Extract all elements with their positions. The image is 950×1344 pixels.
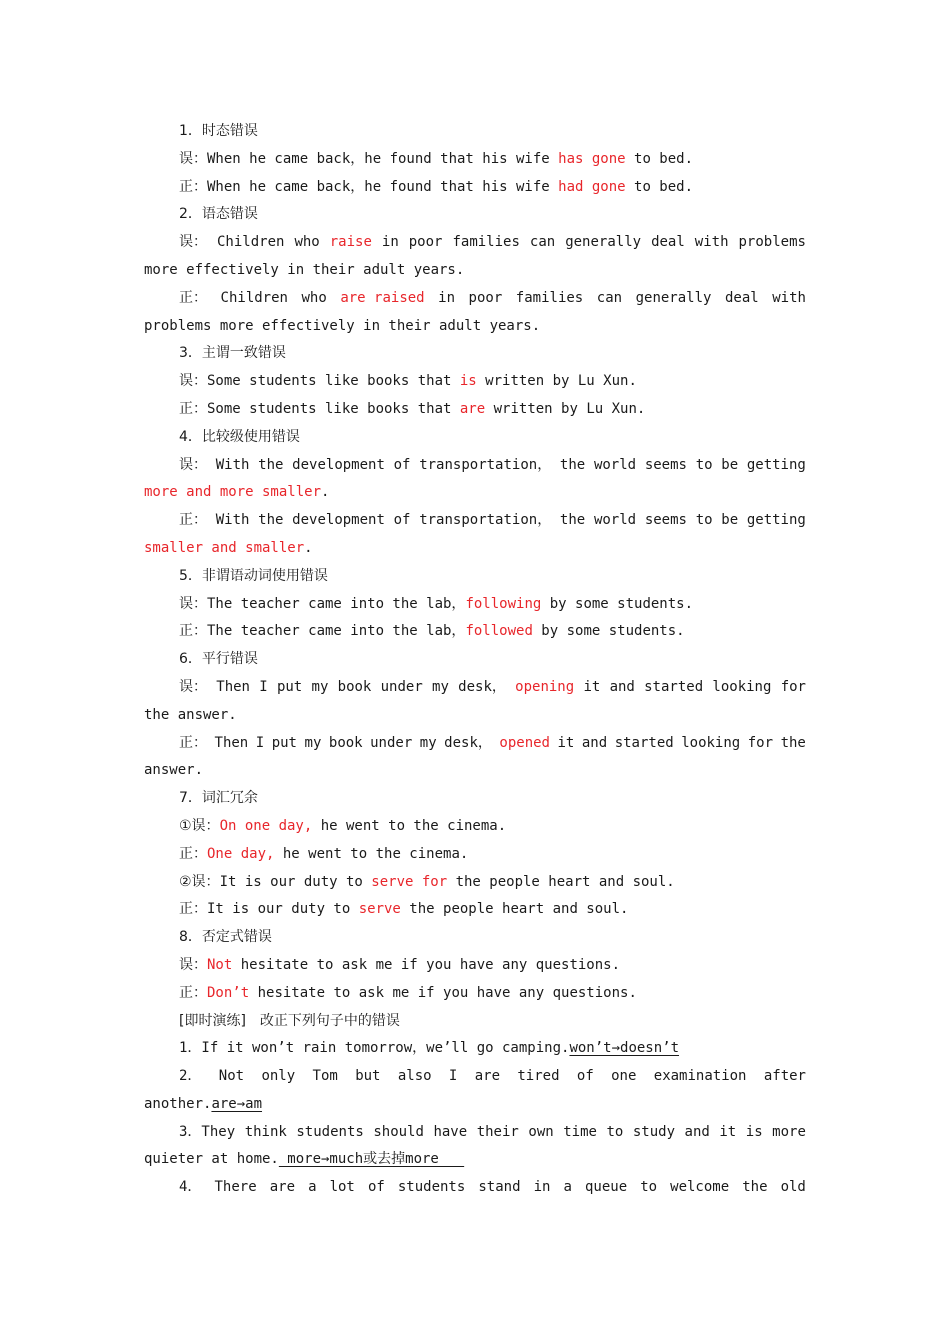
word: Children bbox=[220, 289, 288, 306]
word: think bbox=[244, 1123, 287, 1140]
justified-line bbox=[144, 674, 806, 702]
word: world bbox=[593, 512, 637, 529]
word: generally bbox=[635, 289, 712, 306]
word: of bbox=[393, 512, 411, 529]
word: under bbox=[380, 678, 423, 695]
label: ②误： bbox=[179, 873, 220, 890]
word: poor bbox=[408, 234, 443, 251]
word: students bbox=[296, 1123, 364, 1140]
highlighted-text: smaller and smaller bbox=[144, 539, 305, 556]
text: hesitate to ask me if you have any questions. bbox=[249, 984, 637, 1001]
word: the bbox=[559, 456, 586, 473]
word: to bbox=[640, 1179, 658, 1196]
wrong-sentence-cont: more effectively in their adult years. bbox=[144, 261, 465, 278]
highlighted-text: Not bbox=[207, 956, 233, 973]
word: Children bbox=[217, 234, 285, 251]
word: study bbox=[632, 1123, 676, 1140]
highlighted-text: are raised bbox=[340, 289, 425, 306]
highlighted-text: following bbox=[465, 595, 542, 612]
word: are bbox=[269, 1179, 296, 1196]
practice-item bbox=[144, 1035, 806, 1063]
section-heading: 4．比较级使用错误 bbox=[179, 428, 300, 445]
highlighted-text: raise bbox=[329, 234, 372, 251]
word: to bbox=[695, 456, 713, 473]
word: looking bbox=[712, 678, 772, 695]
word: old bbox=[780, 1179, 806, 1196]
word: getting bbox=[746, 512, 806, 529]
highlighted-text: had gone bbox=[558, 178, 626, 195]
word: lot bbox=[329, 1179, 355, 1196]
word: of bbox=[367, 1179, 385, 1196]
word: stand bbox=[478, 1179, 521, 1196]
word: and bbox=[684, 1123, 710, 1140]
label: 正： bbox=[179, 400, 207, 417]
word: a bbox=[308, 1179, 317, 1196]
word: deal bbox=[651, 234, 685, 251]
correct-sentence bbox=[144, 980, 806, 1008]
word: more bbox=[772, 1123, 806, 1140]
word: getting bbox=[746, 456, 806, 473]
wrong-sentence bbox=[144, 368, 806, 396]
word: seems bbox=[644, 456, 687, 473]
word: of bbox=[393, 456, 411, 473]
correct-sentence bbox=[144, 841, 806, 869]
word: welcome bbox=[670, 1179, 730, 1196]
highlighted-text: more and more smaller bbox=[144, 484, 322, 501]
word: families bbox=[452, 234, 520, 251]
wrong-sentence bbox=[144, 591, 806, 619]
section-heading: 5．非谓语动词使用错误 bbox=[179, 567, 328, 584]
word: is bbox=[745, 1123, 763, 1140]
word: are bbox=[474, 1068, 501, 1085]
section-heading: 8．否定式错误 bbox=[179, 929, 272, 946]
word: of bbox=[576, 1068, 594, 1085]
word: to bbox=[606, 1123, 624, 1140]
word: book bbox=[337, 678, 372, 695]
word: should bbox=[373, 1123, 424, 1140]
word: 3．They bbox=[179, 1123, 236, 1140]
label: 正： bbox=[179, 623, 207, 640]
label: 正： bbox=[179, 734, 207, 751]
justified-line bbox=[144, 1119, 806, 1147]
label: 误： bbox=[179, 595, 207, 612]
highlighted-text: has gone bbox=[558, 150, 626, 167]
word: for bbox=[780, 678, 806, 695]
word: under bbox=[370, 734, 413, 751]
label: 正： bbox=[179, 512, 207, 529]
text: It is our duty to bbox=[219, 873, 372, 890]
word: desk， bbox=[444, 734, 492, 751]
word: the bbox=[559, 512, 586, 529]
word: be bbox=[721, 512, 739, 529]
word: can bbox=[529, 234, 556, 251]
word: I bbox=[259, 678, 268, 695]
wrong-sentence bbox=[144, 952, 806, 980]
highlighted-text: opened bbox=[499, 734, 550, 751]
word: who bbox=[301, 289, 327, 306]
word: development bbox=[292, 512, 385, 529]
word: 2． bbox=[179, 1068, 202, 1085]
word: my bbox=[419, 734, 437, 751]
correct-sentence-cont bbox=[144, 535, 806, 563]
wrong-sentence-cont: the answer. bbox=[144, 706, 237, 723]
text: When he came back，he found that his wife bbox=[207, 178, 559, 195]
word: one bbox=[611, 1068, 637, 1085]
wrong-sentence-cont bbox=[144, 479, 806, 507]
text: the people heart and soul. bbox=[400, 901, 629, 918]
label: 误： bbox=[179, 456, 207, 473]
correct-sentence bbox=[144, 396, 806, 424]
label: 正： bbox=[179, 984, 207, 1001]
word: it bbox=[557, 734, 575, 751]
highlighted-text: followed bbox=[465, 623, 533, 640]
wrong-sentence bbox=[144, 146, 806, 174]
text: . bbox=[304, 539, 313, 556]
practice-item-cont bbox=[144, 1146, 806, 1174]
correct-sentence bbox=[144, 174, 806, 202]
text: written by Lu Xun. bbox=[476, 373, 637, 390]
word: transportation， bbox=[419, 456, 552, 473]
text: hesitate to ask me if you have any questions. bbox=[232, 956, 621, 973]
answer: are→am bbox=[211, 1095, 263, 1112]
word: my bbox=[432, 678, 449, 695]
word: families bbox=[515, 289, 584, 306]
word: started bbox=[644, 678, 704, 695]
justified-line bbox=[144, 285, 806, 313]
word: the bbox=[258, 456, 284, 473]
highlighted-text: are bbox=[459, 400, 486, 417]
word: 4． bbox=[179, 1179, 202, 1196]
label: 误： bbox=[179, 150, 207, 167]
highlighted-text: is bbox=[459, 373, 477, 390]
word: seems bbox=[644, 512, 687, 529]
text: . bbox=[321, 484, 330, 501]
highlighted-text: Don’t bbox=[207, 984, 250, 1001]
word: only bbox=[261, 1068, 296, 1085]
word: can bbox=[596, 289, 623, 306]
correct-sentence-cont: answer. bbox=[144, 762, 204, 779]
label: 正： bbox=[179, 901, 207, 918]
word: the bbox=[780, 734, 806, 751]
word: but bbox=[355, 1068, 381, 1085]
word: Then bbox=[216, 678, 250, 695]
word: with bbox=[694, 234, 729, 251]
text: Some students like books that bbox=[207, 373, 460, 390]
label: 正： bbox=[179, 289, 207, 306]
correct-sentence bbox=[144, 618, 806, 646]
justified-line bbox=[144, 507, 806, 535]
word: examination bbox=[653, 1068, 747, 1085]
word: put bbox=[276, 678, 303, 695]
word: Tom bbox=[312, 1068, 338, 1085]
word: desk， bbox=[458, 678, 506, 695]
justified-line bbox=[144, 1174, 806, 1202]
section-heading: 2．语态错误 bbox=[179, 206, 258, 223]
word: it bbox=[583, 678, 601, 695]
label: 误： bbox=[179, 234, 207, 251]
word: in bbox=[438, 289, 456, 306]
word: problems bbox=[738, 234, 806, 251]
word: have bbox=[433, 1123, 468, 1140]
word: I bbox=[448, 1068, 458, 1085]
label: 正： bbox=[179, 178, 207, 195]
word: book bbox=[328, 734, 363, 751]
word: after bbox=[763, 1068, 806, 1085]
justified-line bbox=[144, 229, 806, 257]
word: a bbox=[563, 1179, 572, 1196]
word: my bbox=[311, 678, 329, 695]
word: queue bbox=[585, 1179, 628, 1196]
word: own bbox=[528, 1123, 554, 1140]
word: poor bbox=[468, 289, 503, 306]
label: 误： bbox=[179, 956, 207, 973]
label: 正： bbox=[179, 845, 207, 862]
section-heading: 7．词汇冗余 bbox=[179, 790, 258, 807]
word: world bbox=[593, 456, 637, 473]
word: deal bbox=[724, 289, 759, 306]
word: be bbox=[721, 456, 739, 473]
word: their bbox=[476, 1123, 519, 1140]
question-text: another. bbox=[144, 1095, 212, 1112]
word: generally bbox=[565, 234, 642, 251]
correct-sentence-cont: problems more effectively in their adult years. bbox=[144, 317, 541, 334]
practice-title: [即时演练] 改正下列句子中的错误 bbox=[179, 1012, 400, 1029]
wrong-sentence bbox=[144, 869, 806, 897]
text: The teacher came into the lab， bbox=[207, 623, 466, 640]
label: ①误： bbox=[179, 817, 220, 834]
justified-line bbox=[144, 1063, 806, 1091]
highlighted-text: One day, bbox=[207, 845, 275, 862]
question-text: 1．If it won’t rain tomorrow，we’ll go camping. bbox=[179, 1040, 570, 1057]
word: for bbox=[747, 734, 774, 751]
word: With bbox=[215, 456, 250, 473]
text: he went to the cinema. bbox=[312, 817, 507, 834]
text: by some students. bbox=[541, 595, 694, 612]
word: the bbox=[742, 1179, 768, 1196]
word: started bbox=[614, 734, 674, 751]
text: the people heart and soul. bbox=[447, 873, 675, 890]
word: and bbox=[609, 678, 635, 695]
highlighted-text: opening bbox=[515, 678, 575, 695]
correct-sentence bbox=[144, 896, 806, 924]
word: Then bbox=[214, 734, 249, 751]
word: There bbox=[214, 1179, 257, 1196]
label: 误： bbox=[179, 678, 207, 695]
word: also bbox=[397, 1068, 432, 1085]
text: Some students like books that bbox=[207, 400, 460, 417]
text: The teacher came into the lab， bbox=[207, 595, 466, 612]
section-heading: 1．时态错误 bbox=[179, 123, 258, 139]
text: by some students. bbox=[532, 623, 685, 640]
word: put bbox=[271, 734, 297, 751]
word: it bbox=[719, 1123, 737, 1140]
word: in bbox=[533, 1179, 551, 1196]
wrong-sentence bbox=[144, 813, 806, 841]
word: to bbox=[695, 512, 713, 529]
word: looking bbox=[681, 734, 741, 751]
word: tired bbox=[517, 1068, 560, 1085]
text: to bed. bbox=[625, 178, 694, 195]
practice-item-cont bbox=[144, 1091, 806, 1119]
highlighted-text: serve bbox=[358, 901, 401, 918]
label: 误： bbox=[179, 373, 207, 390]
justified-line bbox=[144, 730, 806, 758]
word: With bbox=[215, 512, 250, 529]
highlighted-text: On one day, bbox=[219, 817, 313, 834]
word: I bbox=[255, 734, 265, 751]
text: he went to the cinema. bbox=[274, 845, 469, 862]
word: my bbox=[304, 734, 322, 751]
text: When he came back，he found that his wife bbox=[207, 150, 559, 167]
section-heading: 6．平行错误 bbox=[179, 651, 258, 668]
answer: won’t→doesn’t bbox=[569, 1040, 680, 1057]
word: students bbox=[397, 1179, 466, 1196]
question-text: quieter at home. bbox=[144, 1151, 279, 1168]
word: who bbox=[294, 234, 320, 251]
word: time bbox=[563, 1123, 597, 1140]
word: the bbox=[258, 512, 284, 529]
text: It is our duty to bbox=[207, 901, 359, 918]
text: written by Lu Xun. bbox=[485, 400, 646, 417]
section-heading: 3．主谓一致错误 bbox=[179, 345, 286, 362]
document-page bbox=[144, 118, 806, 1202]
justified-line bbox=[144, 452, 806, 480]
text: to bed. bbox=[625, 150, 694, 167]
word: in bbox=[381, 234, 399, 251]
word: and bbox=[581, 734, 608, 751]
word: development bbox=[292, 456, 385, 473]
answer: more→much或去掉more bbox=[278, 1151, 465, 1168]
word: Not bbox=[218, 1068, 245, 1085]
highlighted-text: serve for bbox=[371, 873, 448, 890]
word: transportation， bbox=[419, 512, 552, 529]
word: with bbox=[772, 289, 806, 306]
